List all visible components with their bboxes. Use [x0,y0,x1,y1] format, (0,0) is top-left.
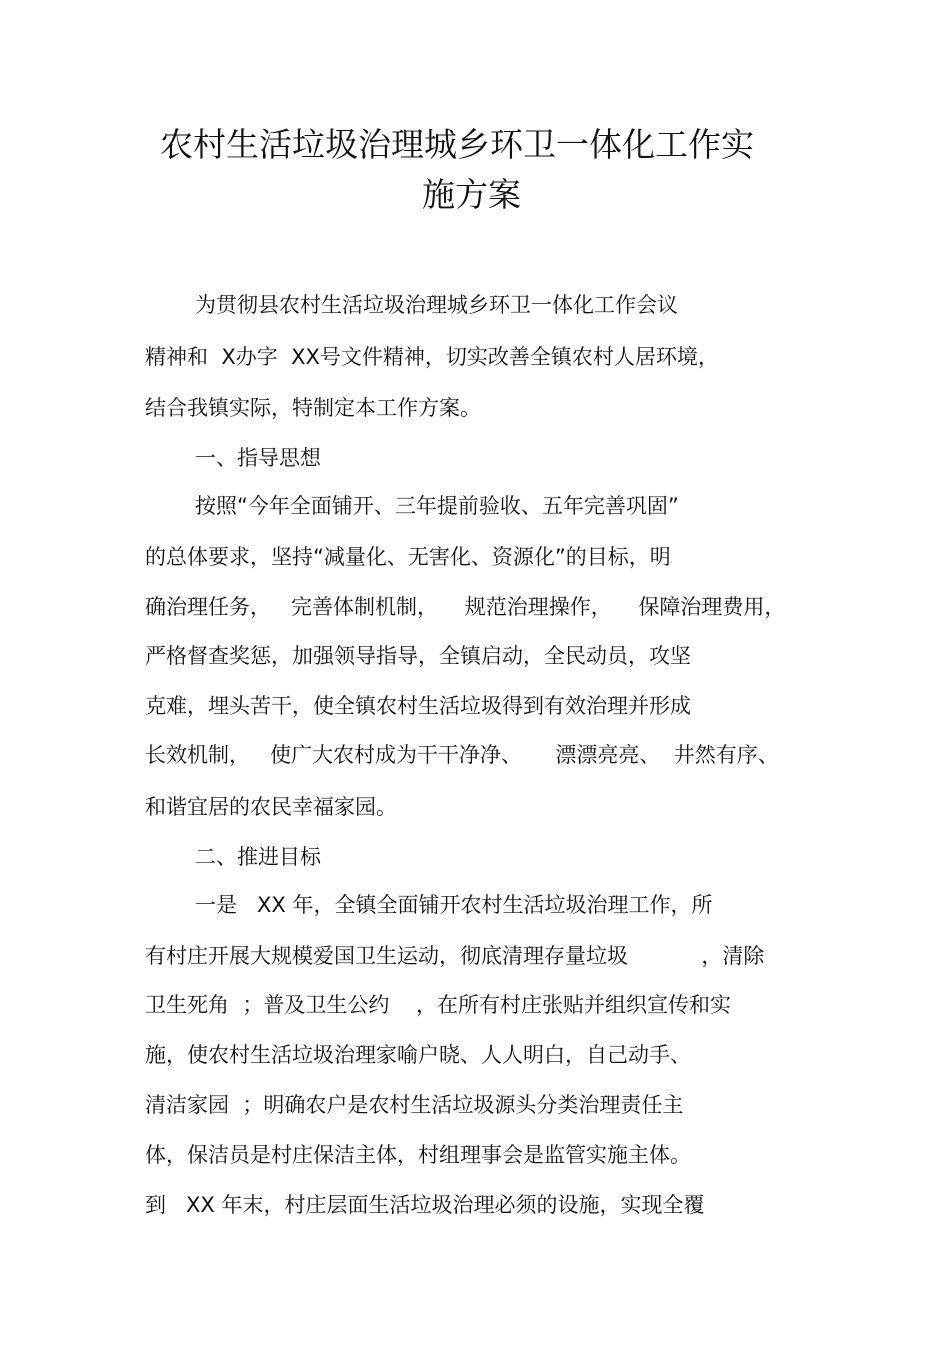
section-heading: 二、推进目标 [195,845,321,869]
body-line: 到 XX 年末，村庄层面生活垃圾治理必须的设施，实现全覆 [145,1193,705,1217]
body-line: 卫生死角 ；普及卫生公约 ，在所有村庄张贴并组织宣传和实 [145,993,732,1017]
document-title-line-1: 农村生活垃圾治理城乡环卫一体化工作实 [160,125,754,164]
body-line: 一是 XX 年，全镇全面铺开农村生活垃圾治理工作，所 [195,893,713,917]
body-line: 确治理任务， 完善体制机制， 规范治理操作， 保障治理费用， [145,595,786,619]
body-line: 结合我镇实际，特制定本工作方案。 [145,396,481,420]
body-line: 严格督查奖惩，加强领导指导，全镇启动，全民动员，攻坚 [145,644,691,668]
body-line: 长效机制， 使广大农村成为干干净净、 漂漂亮亮、 井然有序、 [145,743,779,767]
body-line: 精神和 X办字 XX号文件精神，切实改善全镇农村人居环境， [145,345,719,369]
body-line: 和谐宜居的农民幸福家园。 [145,795,397,819]
body-line: 为贯彻县农村生活垃圾治理城乡环卫一体化工作会议 [195,293,678,317]
body-line: 按照“今年全面铺开、三年提前验收、五年完善巩固” [195,494,679,518]
body-line: 有村庄开展大规模爱国卫生运动，彻底清理存量垃圾 ，清除 [145,944,765,968]
body-line: 体，保洁员是村庄保洁主体，村组理事会是监管实施主体。 [145,1143,691,1167]
body-line: 克难，埋头苦干，使全镇农村生活垃圾得到有效治理并形成 [145,694,691,718]
section-heading: 一、指导思想 [195,446,321,470]
body-line: 的总体要求，坚持“减量化、无害化、资源化”的目标，明 [145,545,671,569]
body-line: 施，使农村生活垃圾治理家喻户晓、人人明白，自己动手、 [145,1043,691,1067]
body-line: 清洁家园 ；明确农户是农村生活垃圾源头分类治理责任主 [145,1093,684,1117]
document-title-line-2: 施方案 [422,175,521,214]
